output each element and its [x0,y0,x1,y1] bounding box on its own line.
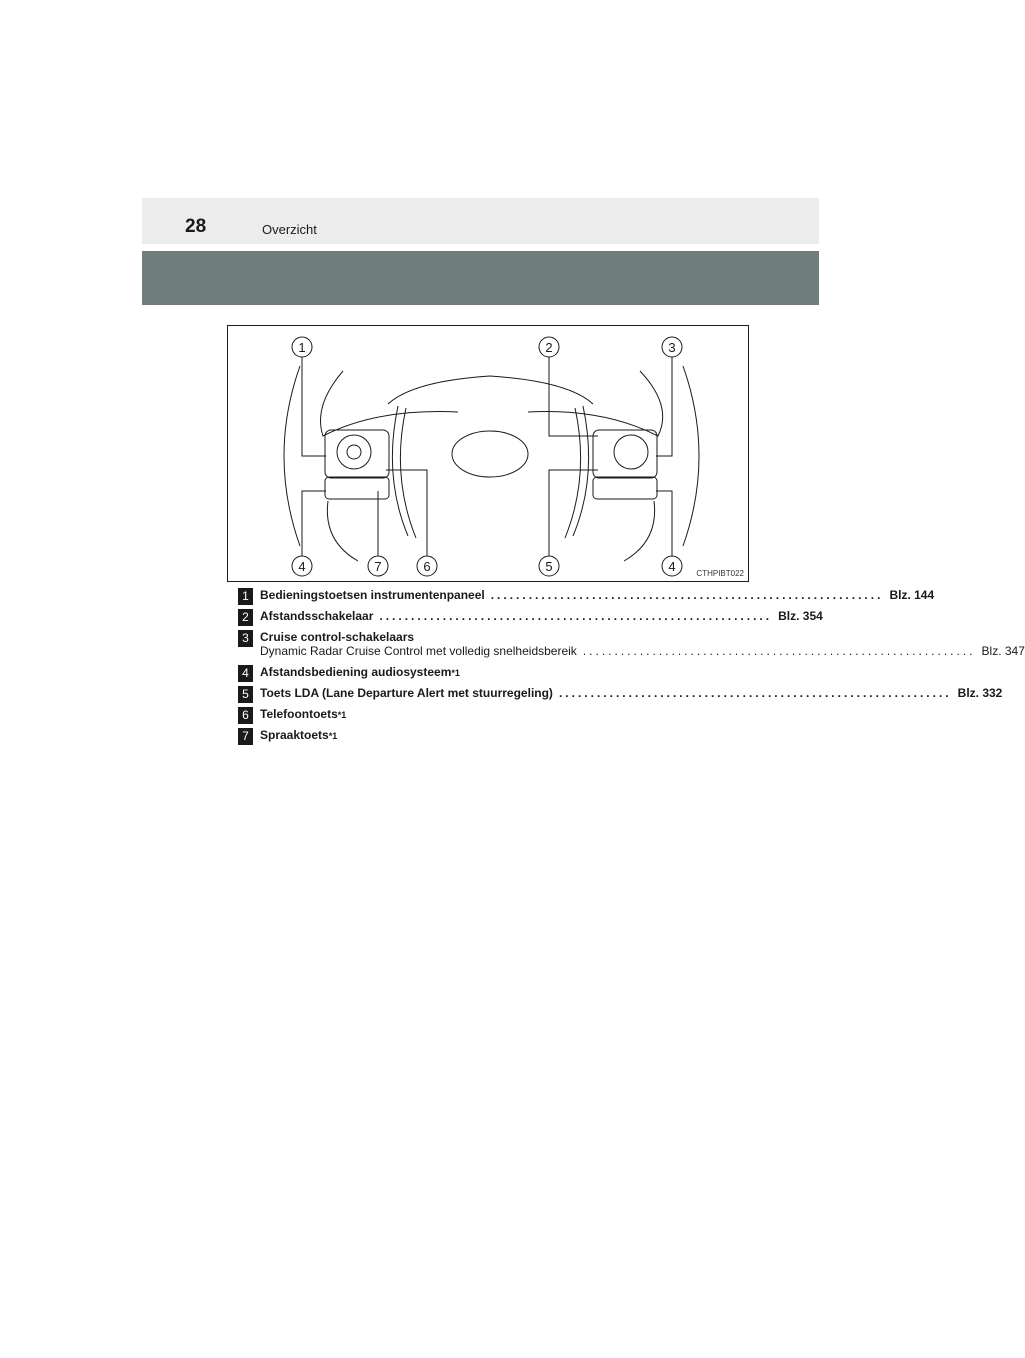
callout-6: 6 [423,559,431,574]
leader-dots: .............................................................. [379,609,773,623]
leader-dots: .............................................................. [490,588,884,602]
callout-4-left: 4 [298,559,306,574]
footnote-marker: *1 [337,710,347,720]
item-number: 3 [238,630,253,647]
legend-item [238,728,738,742]
callout-7: 7 [374,559,382,574]
legend-item [238,588,935,603]
page-reference: Blz. 144 [889,588,935,602]
callout-3: 3 [668,340,676,355]
item-sublabel: Dynamic Radar Cruise Control met volledig snelheidsbereik [260,644,577,658]
leader-dots: .............................................................. [582,644,976,658]
callout-4-right: 4 [668,559,676,574]
callout-5: 5 [545,559,553,574]
legend-item [238,609,823,624]
page-reference: Blz. 354 [778,609,823,623]
item-number: 2 [238,609,253,626]
steering-wheel-figure [227,325,749,582]
item-label: Spraaktoets [260,728,329,742]
item-number: 7 [238,728,253,745]
item-number: 5 [238,686,253,703]
figure-code: CTHPIBT022 [696,569,744,578]
section-title: Overzicht [262,222,317,237]
page-reference: Blz. 347 [981,644,1025,658]
item-label: Bedieningstoetsen instrumentenpaneel [260,588,485,602]
callout-2: 2 [545,340,553,355]
callout-1: 1 [298,340,306,355]
legend-item [238,665,738,679]
item-label: Cruise control-schakelaars [260,630,415,644]
item-label: Toets LDA (Lane Departure Alert met stuurregeling) [260,686,553,700]
item-number: 6 [238,707,253,724]
legend-list [238,588,1025,743]
item-label: Telefoontoets [260,707,338,721]
legend-item [238,707,738,721]
footnote-marker: *1 [328,731,338,741]
footnote-marker: *1 [451,668,460,678]
page-number: 28 [185,216,207,237]
item-number: 4 [238,665,253,682]
legend-item [238,630,1025,658]
header-band [142,198,819,244]
item-number: 1 [238,588,253,605]
steering-wheel-illustration [228,326,748,581]
page-reference: Blz. 332 [957,686,1003,700]
item-label: Afstandsbediening audiosysteem [260,665,452,679]
item-label: Afstandsschakelaar [260,609,374,623]
leader-dots: .............................................................. [558,686,952,700]
title-bar [142,251,819,305]
legend-item [238,686,1003,701]
